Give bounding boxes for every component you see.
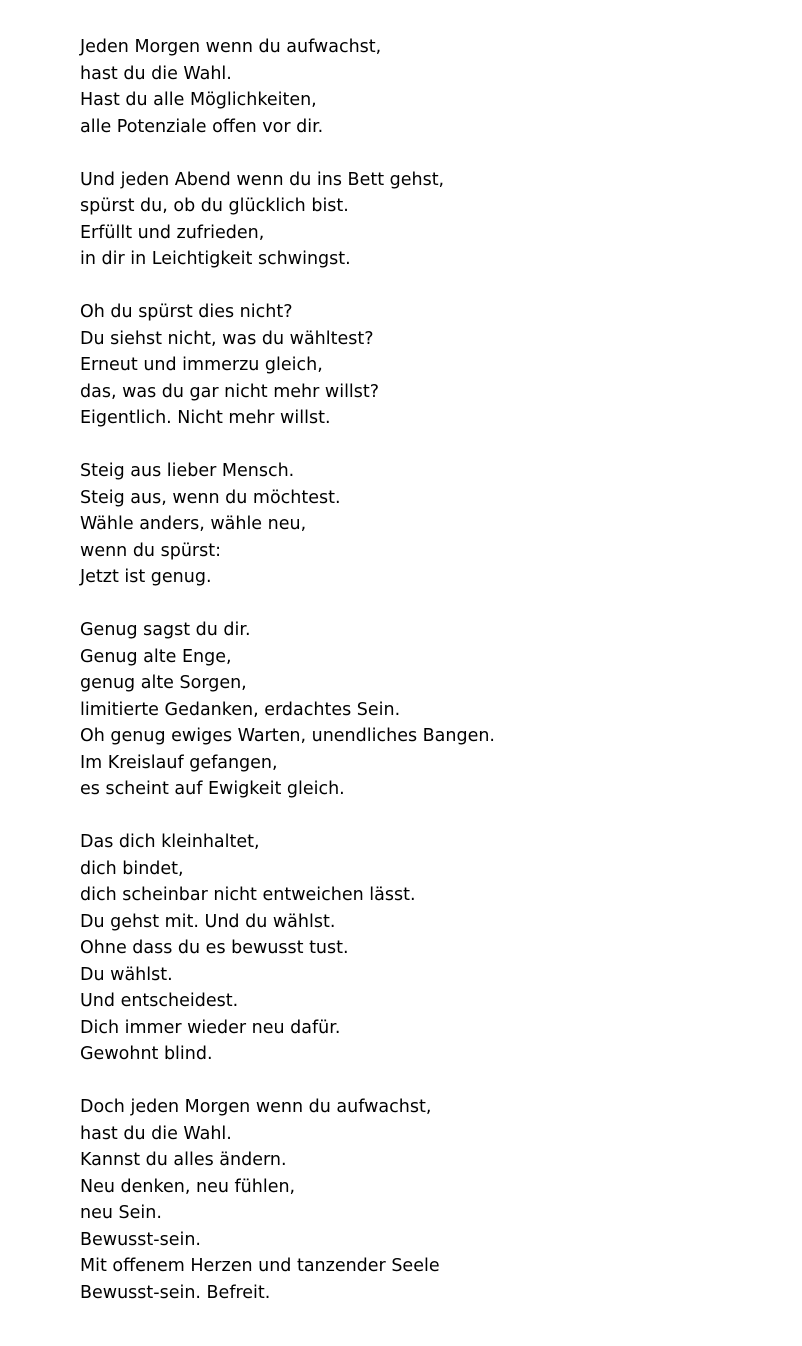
poem-line: Neu denken, neu fühlen,	[80, 1176, 296, 1197]
poem-page	[80, 34, 780, 1333]
poem-line: Mit offenem Herzen und tanzender Seele	[80, 1256, 440, 1276]
poem-line: genug alte Sorgen,	[80, 673, 247, 693]
poem-line: Du wählst.	[80, 964, 173, 985]
poem-line: Gewohnt blind.	[80, 1044, 213, 1064]
poem-line: das, was du gar nicht mehr willst?	[80, 381, 380, 402]
poem-line: wenn du spürst:	[80, 540, 221, 561]
poem-line: dich scheinbar nicht entweichen lässt.	[80, 885, 416, 905]
poem-line: Im Kreislauf gefangen,	[80, 752, 278, 773]
poem-line: Steig aus, wenn du möchtest.	[80, 487, 341, 508]
poem-line: Dich immer wieder neu dafür.	[80, 1017, 341, 1038]
stanza-3	[80, 299, 780, 432]
poem-line: Genug sagst du dir.	[80, 620, 251, 640]
poem-line: Und jeden Abend wenn du ins Bett gehst,	[80, 169, 445, 190]
poem-line: Du siehst nicht, was du wähltest?	[80, 328, 374, 349]
stanza-6	[80, 829, 780, 1068]
poem-line: Steig aus lieber Mensch.	[80, 461, 295, 481]
poem-line: Jeden Morgen wenn du aufwachst,	[80, 37, 382, 57]
stanza-7	[80, 1094, 780, 1306]
poem-line: Bewusst-sein. Befreit.	[80, 1282, 271, 1303]
poem-line: es scheint auf Ewigkeit gleich.	[80, 779, 345, 799]
stanza-4	[80, 458, 780, 591]
poem-line: Jetzt ist genug.	[80, 567, 212, 587]
poem-line: Du gehst mit. Und du wählst.	[80, 911, 336, 932]
stanza-2	[80, 167, 780, 273]
poem-line: dich bindet,	[80, 858, 184, 879]
poem-line: Erfüllt und zufrieden,	[80, 222, 265, 243]
poem-line: Eigentlich. Nicht mehr willst.	[80, 408, 331, 428]
poem-line: Hast du alle Möglichkeiten,	[80, 90, 317, 110]
stanza-5	[80, 617, 780, 803]
poem-line: Kannst du alles ändern.	[80, 1150, 287, 1170]
poem-line: Doch jeden Morgen wenn du aufwachst,	[80, 1097, 432, 1117]
poem-line: Bewusst-sein.	[80, 1229, 201, 1250]
poem-line: hast du die Wahl.	[80, 1123, 232, 1144]
poem-line: alle Potenziale offen vor dir.	[80, 116, 324, 137]
poem-line: limitierte Gedanken, erdachtes Sein.	[80, 699, 401, 720]
poem-line: Oh genug ewiges Warten, unendliches Bangen.	[80, 726, 495, 746]
poem-line: neu Sein.	[80, 1203, 162, 1223]
poem-line: hast du die Wahl.	[80, 63, 232, 84]
poem-line: Wähle anders, wähle neu,	[80, 514, 307, 534]
poem-line: Ohne dass du es bewusst tust.	[80, 938, 349, 958]
poem-line: Und entscheidest.	[80, 991, 239, 1011]
poem-line: Erneut und immerzu gleich,	[80, 355, 323, 375]
poem-line: Oh du spürst dies nicht?	[80, 302, 293, 322]
poem-line: Genug alte Enge,	[80, 646, 232, 667]
stanza-1	[80, 34, 780, 140]
poem-line: spürst du, ob du glücklich bist.	[80, 196, 349, 216]
poem-line: in dir in Leichtigkeit schwingst.	[80, 249, 351, 269]
poem-line: Das dich kleinhaltet,	[80, 832, 260, 852]
